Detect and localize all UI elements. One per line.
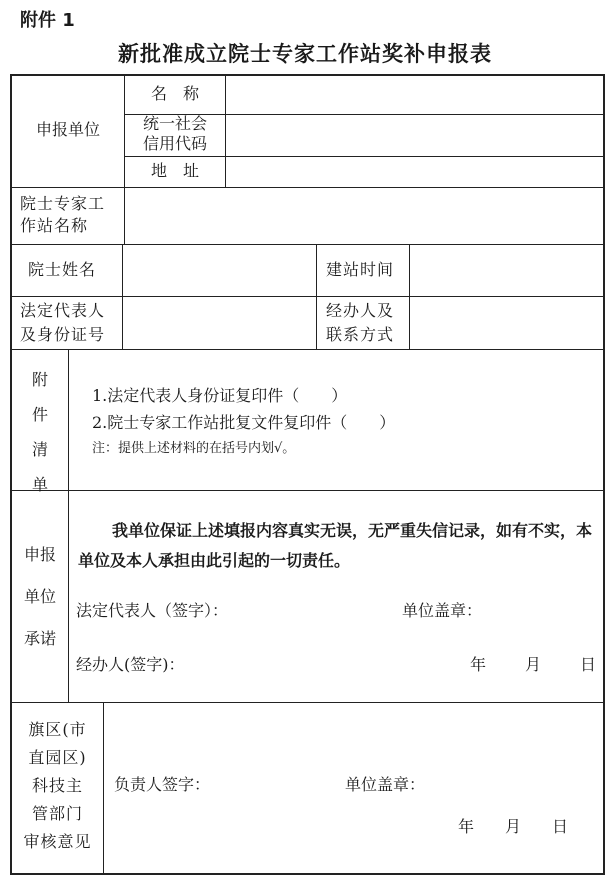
address-label: 地 址 (150, 161, 199, 180)
legal-rep-label: 法定代表人 及身份证号 (20, 301, 106, 344)
academician-name-field[interactable] (123, 245, 316, 296)
attachments-label: 附 件 清 单 (31, 370, 48, 494)
academician-name-label: 院士姓名 (28, 260, 97, 279)
station-name-field[interactable] (125, 188, 603, 244)
name-label: 名 称 (150, 84, 199, 103)
handler-signature-label: 经办人(签字)： (76, 655, 185, 674)
review-date-year: 年 (458, 817, 475, 836)
attachments-note: 注：提供上述材料的在括号内划√。 (92, 441, 296, 456)
form-title: 新批准成立院士专家工作站奖补申报表 (118, 42, 492, 66)
commitment-statement: 我单位保证上述填报内容真实无误，无严重失信记录，如有不实，本单位及本人承担由此引起的一切责任。 (78, 521, 593, 570)
review-seal-label: 单位盖章： (345, 775, 426, 794)
responsible-signature-label: 负责人签字： (114, 775, 211, 794)
station-name-label: 院士专家工 作站名称 (20, 194, 106, 235)
credit-code-label: 统一社会 信用代码 (142, 114, 207, 153)
legal-rep-field[interactable] (123, 297, 316, 349)
established-time-label: 建站时间 (326, 260, 395, 279)
commitment-date-day: 日 (580, 655, 597, 674)
attachment-label: 附件 1 (20, 10, 75, 31)
handler-contact-label: 经办人及 联系方式 (326, 301, 395, 344)
handler-contact-field[interactable] (410, 297, 603, 349)
attachment-item[interactable]: 2.院士专家工作站批复文件复印件（ ） (92, 413, 396, 432)
commitment-seal-label: 单位盖章： (402, 601, 483, 620)
address-field[interactable] (226, 157, 603, 187)
attachment-item[interactable]: 1.法定代表人身份证复印件（ ） (92, 386, 348, 405)
credit-code-field[interactable] (226, 115, 603, 156)
applicant-unit-label: 申报单位 (35, 120, 100, 139)
commitment-date-month: 月 (525, 655, 542, 674)
review-dept-label: 旗区(市 直园区) 科技主 管部门 审核意见 (23, 720, 92, 851)
attachments-list (92, 382, 592, 462)
review-date-day: 日 (552, 817, 569, 836)
commitment-date-year: 年 (470, 655, 487, 674)
commitment-label: 申报 单位 承诺 (23, 545, 56, 648)
established-time-field[interactable] (410, 245, 603, 296)
name-field[interactable] (226, 75, 603, 114)
legal-rep-signature-label: 法定代表人（签字）： (76, 601, 229, 620)
review-date-month: 月 (505, 817, 522, 836)
